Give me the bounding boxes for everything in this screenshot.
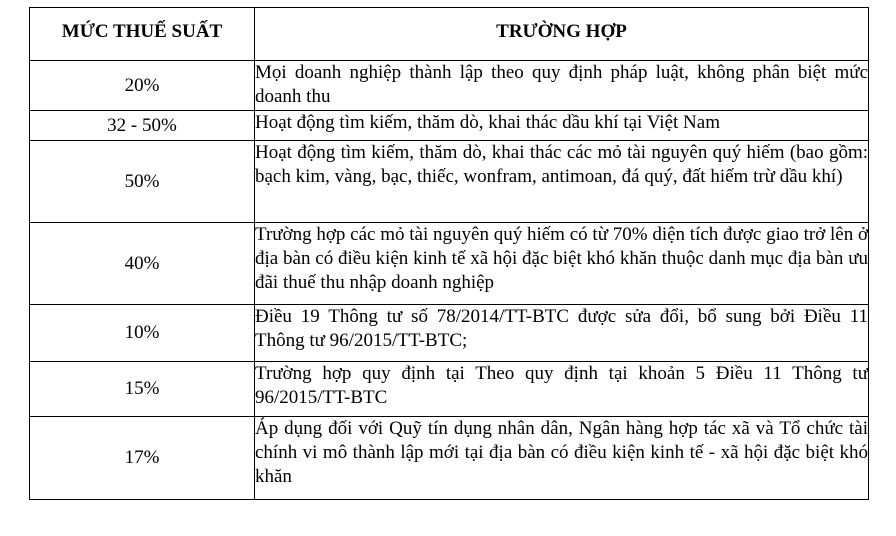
table-row (30, 141, 869, 223)
table-row (30, 111, 869, 141)
table-row (30, 223, 869, 305)
rate-cell: 20% (30, 61, 255, 111)
rate-cell: 40% (30, 223, 255, 305)
case-cell: Trường hợp quy định tại Theo quy định tại khoản 5 Điều 11 Thông tư 96/2015/TT-BTC (255, 362, 869, 417)
header-rate: MỨC THUẾ SUẤT (30, 8, 255, 61)
case-cell: Điều 19 Thông tư số 78/2014/TT-BTC được sửa đổi, bổ sung bởi Điều 11 Thông tư 96/2015/TT-BTC; (255, 305, 869, 362)
rate-cell: 50% (30, 141, 255, 223)
case-cell: Hoạt động tìm kiếm, thăm dò, khai thác dầu khí tại Việt Nam (255, 111, 869, 141)
table-row (30, 362, 869, 417)
tax-rate-table (29, 7, 869, 500)
table-row (30, 61, 869, 111)
rate-cell: 32 - 50% (30, 111, 255, 141)
rate-cell: 17% (30, 417, 255, 500)
case-cell: Mọi doanh nghiệp thành lập theo quy định pháp luật, không phân biệt mức doanh thu (255, 61, 869, 111)
case-cell: Hoạt động tìm kiếm, thăm dò, khai thác các mỏ tài nguyên quý hiếm (bao gồm: bạch kim, vàng, bạc, thiếc, wonfram, antimoan, đá quý, đất hiếm trừ dầu khí) (255, 141, 869, 223)
header-row (30, 8, 869, 61)
header-case: TRƯỜNG HỢP (255, 8, 869, 61)
rate-cell: 15% (30, 362, 255, 417)
case-cell: Áp dụng đối với Quỹ tín dụng nhân dân, Ngân hàng hợp tác xã và Tổ chức tài chính vi mô thành lập mới tại địa bàn có điều kiện kinh tế - xã hội đặc biệt khó khăn (255, 417, 869, 500)
table-row (30, 305, 869, 362)
rate-cell: 10% (30, 305, 255, 362)
case-cell: Trường hợp các mỏ tài nguyên quý hiếm có từ 70% diện tích được giao trở lên ở địa bàn có điều kiện kinh tế xã hội đặc biệt khó khăn thuộc danh mục địa bàn ưu đãi thuế thu nhập doanh nghiệp (255, 223, 869, 305)
table-row (30, 417, 869, 500)
